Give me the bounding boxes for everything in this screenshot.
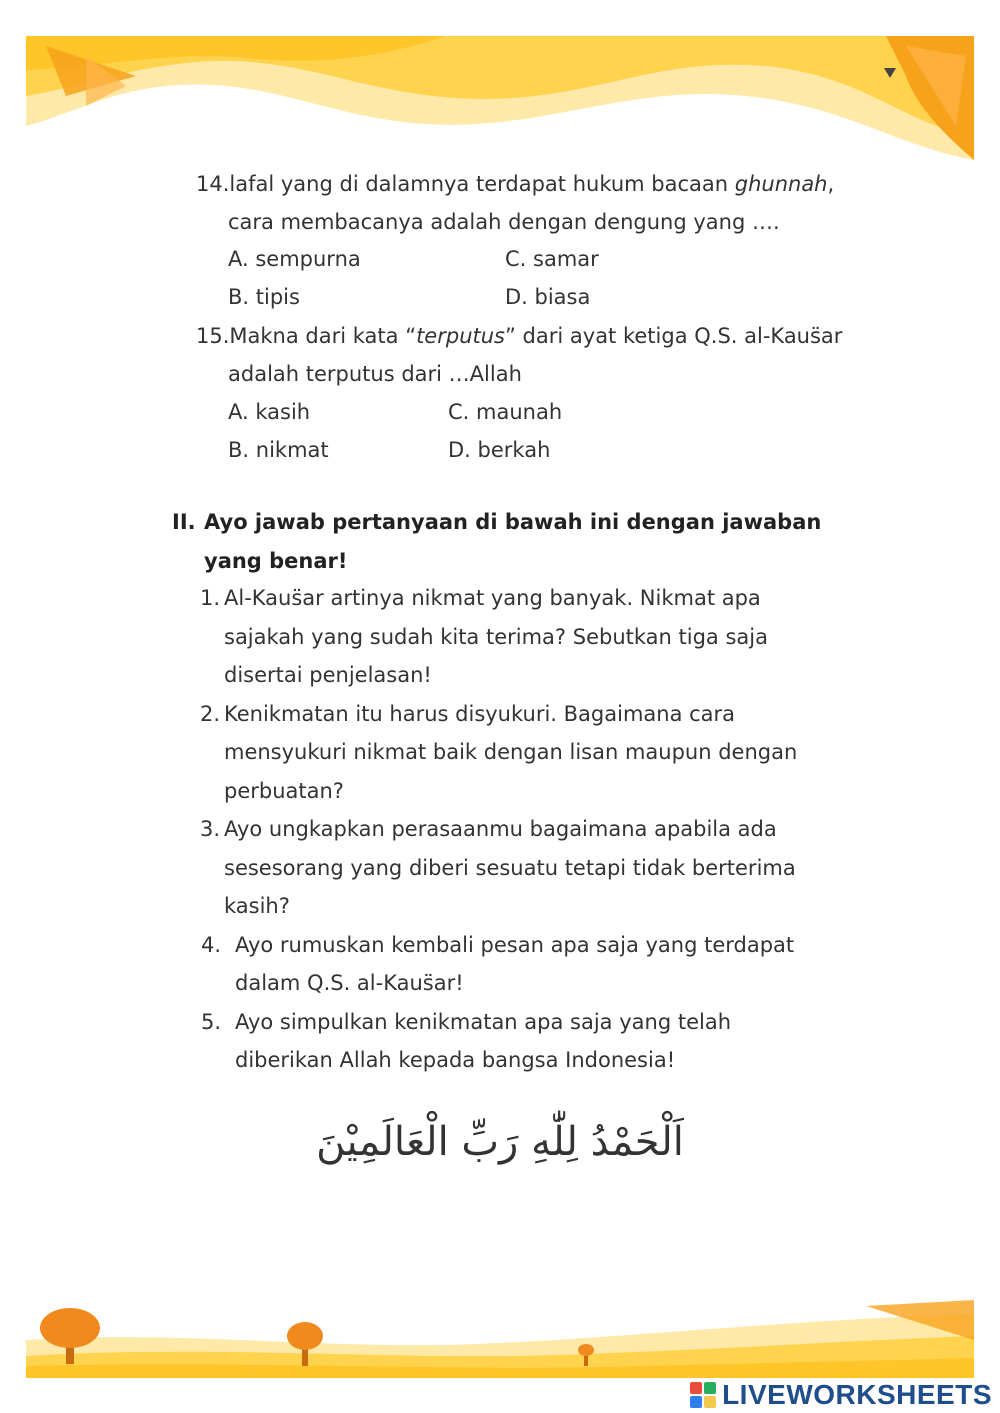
essay-question-3-text: Ayo ungkapkan perasaanmu bagaimana apabila ada [224, 817, 777, 841]
essay-question-4-number: 4. [201, 933, 222, 957]
liveworksheets-logo-icon [690, 1382, 716, 1408]
closing-arabic-text: اَلْحَمْدُ لِلّٰهِ رَبِّ الْعَالَمِيْنَ [316, 1119, 684, 1165]
essay-question-5-text: Ayo simpulkan kenikmatan apa saja yang telah [235, 1010, 732, 1034]
q14-line1 [196, 171, 834, 197]
q14-option-c: C. samar [505, 247, 599, 271]
q15-text-post: ” dari ayat ketiga Q.S. al-Kaus̈ar [505, 324, 843, 348]
essay-question-2-number: 2. [200, 702, 221, 726]
q14-option-a: A. sempurna [228, 247, 361, 271]
q14-line2: cara membacanya adalah dengan dengung yang …. [228, 210, 780, 234]
essay-question-4-line-2: dalam Q.S. al-Kaus̈ar! [235, 971, 464, 995]
q14-option-b: B. tipis [228, 285, 300, 309]
q15-text-pre: Makna dari kata “ [229, 324, 417, 348]
essay-question-5-line-2: diberikan Allah kepada bangsa Indonesia! [235, 1048, 676, 1072]
essay-question-1-line-3: disertai penjelasan! [224, 663, 432, 687]
watermark-text: LIVEWORKSHEETS [722, 1379, 992, 1410]
q15-number: 15. [196, 324, 230, 348]
q14-term: ghunnah [734, 172, 828, 196]
section-two-heading-line1 [172, 509, 821, 535]
q15-line1 [196, 323, 842, 349]
q14-text-pre: lafal yang di dalamnya terdapat hukum bacaan [229, 172, 735, 196]
essay-question-2-line-3: perbuatan? [224, 779, 344, 803]
q14-option-d: D. biasa [505, 285, 591, 309]
footer-banner [26, 1300, 974, 1378]
liveworksheets-watermark [690, 1378, 992, 1412]
q14-number: 14. [196, 172, 230, 196]
header-banner [26, 36, 974, 160]
q14-text-post: , [827, 172, 835, 196]
essay-question-1-number: 1. [200, 586, 221, 610]
q15-option-c: C. maunah [448, 400, 563, 424]
essay-question-1-line-2: sajakah yang sudah kita terima? Sebutkan tiga saja [224, 625, 768, 649]
section-two-heading-line2: yang benar! [204, 549, 348, 573]
essay-question-3-line-2: sesesorang yang diberi sesuatu tetapi tidak berterima [224, 856, 796, 880]
essay-question-4-line-1 [201, 932, 794, 958]
section-two-number: II. [172, 510, 196, 534]
essay-question-5-number: 5. [201, 1010, 222, 1034]
q15-option-b: B. nikmat [228, 438, 329, 462]
q15-option-a: A. kasih [228, 400, 311, 424]
section-two-heading-text: Ayo jawab pertanyaan di bawah ini dengan jawaban [204, 510, 822, 534]
header-wave-graphic [26, 36, 974, 160]
essay-question-2-line-1 [200, 701, 735, 727]
essay-question-1-text: Al-Kaus̈ar artinya nikmat yang banyak. Nikmat apa [224, 586, 761, 610]
essay-question-4-text: Ayo rumuskan kembali pesan apa saja yang terdapat [235, 933, 795, 957]
essay-question-3-line-1 [200, 816, 777, 842]
essay-question-1-line-1 [200, 585, 761, 611]
essay-question-3-number: 3. [200, 817, 221, 841]
essay-question-2-text: Kenikmatan itu harus disyukuri. Bagaimana cara [224, 702, 736, 726]
q15-option-d: D. berkah [448, 438, 551, 462]
essay-question-2-line-2: mensyukuri nikmat baik dengan lisan maupun dengan [224, 740, 798, 764]
essay-question-3-line-3: kasih? [224, 894, 290, 918]
q15-line2: adalah terputus dari …Allah [228, 362, 522, 386]
footer-landscape-graphic [26, 1300, 974, 1378]
q15-term: terputus [416, 324, 505, 348]
essay-question-5-line-1 [201, 1009, 731, 1035]
